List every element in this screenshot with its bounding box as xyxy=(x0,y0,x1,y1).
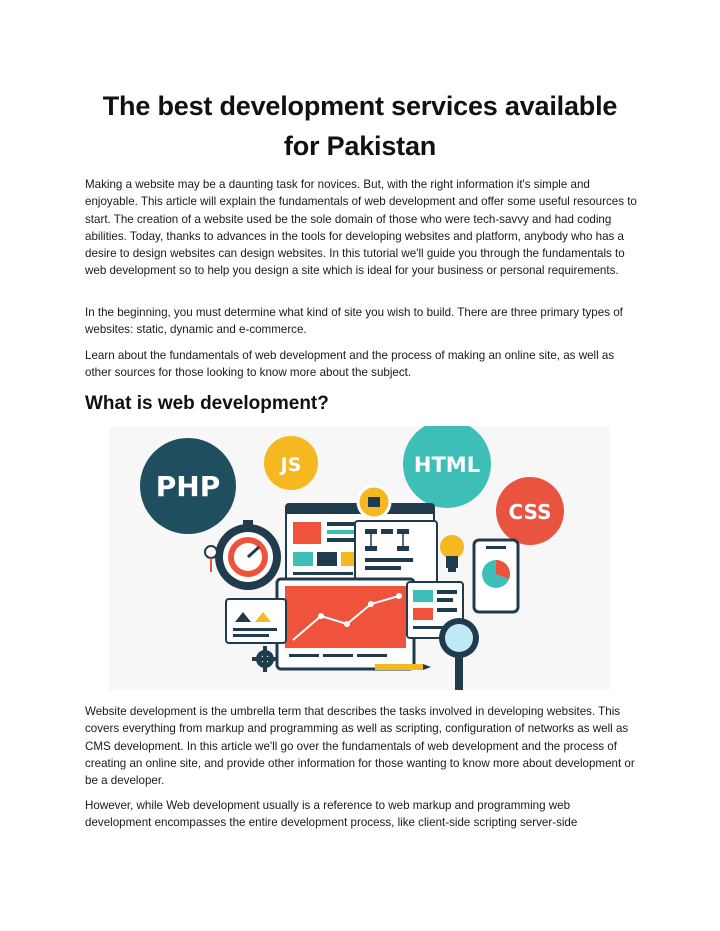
html-badge-label: HTML xyxy=(413,453,481,477)
title-line-2: for Pakistan xyxy=(283,131,437,161)
pencil-icon xyxy=(375,664,431,670)
paragraph-site-types: In the beginning, you must determine what kind of site you wish to build. There are three primary types of websites: static, dynamic and e-commerce. xyxy=(85,306,623,337)
laptop-screen xyxy=(277,579,414,669)
magnifier-icon xyxy=(439,618,479,690)
paragraph-learn: Learn about the fundamentals of web development and the process of making an online site, as well as other sources for those looking to know more about the subject. xyxy=(85,349,615,380)
php-badge xyxy=(140,438,236,534)
paragraph-scope: However, while Web development usually is a reference to web markup and programming web development encompasses the entire development process, like client-side scripting server-side xyxy=(85,799,578,830)
gear-icon xyxy=(252,646,278,672)
tablet-icon xyxy=(474,540,518,612)
section-heading: What is web development? xyxy=(85,393,329,414)
html-badge xyxy=(403,426,491,508)
paragraph-definition: Website development is the umbrella term that describes the tasks involved in developing websites. This covers everything from markup and programming as well as scripting, configuration of networks as well as CMS development. In this article we'll go over the fundamentals of web development and the process of creating an online site, and provide other information for those wanting to know more about development or be a developer. xyxy=(85,705,635,788)
web-development-illustration xyxy=(109,426,610,690)
css-badge xyxy=(496,477,564,545)
illustration-svg xyxy=(109,426,610,690)
title-line-1: The best development services available xyxy=(102,91,618,121)
lightbulb-icon xyxy=(440,535,464,572)
stopwatch-icon xyxy=(205,520,281,590)
page-title xyxy=(60,86,660,166)
js-badge-label: JS xyxy=(280,454,302,476)
css-badge-label: CSS xyxy=(508,500,552,524)
analytics-panel xyxy=(226,599,286,643)
sitemap-panel xyxy=(355,521,437,583)
js-badge xyxy=(264,436,318,490)
php-badge-label: PHP xyxy=(155,470,221,503)
paragraph-intro: Making a website may be a daunting task for novices. But, with the right information it's simple and enjoyable. This article will explain the fundamentals of web development and offer some useful resources to start. The creation of a website used be the sole domain of those who were tech-savvy and had coding abilities. Today, thanks to advances in the tools for developing websites and platform, anybody who has a desire to design websites can design websites. In this tutorial we'll guide you through the fundamentals to web development so to help you design a site which is ideal for your business or personal requirements. xyxy=(85,178,637,278)
